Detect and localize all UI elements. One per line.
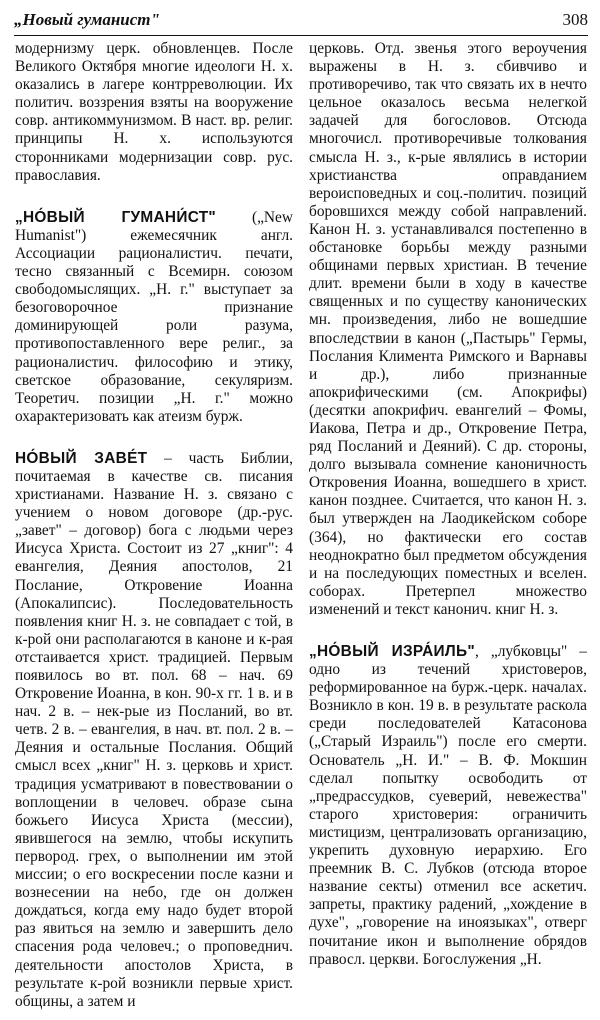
continuation-paragraph: церковь. Отд. звенья этого вероучения выражены в Н. з. сбивчиво и противоречиво, так что связать их в нечто цельное оказалось весьма нелегкой задачей для богословов. Отсюда многочисл. противоречивые толкования смысла Н. з., к-рые являлись в истории христианства оправданием вероисповедных и соц.-политич. позиций боровшихся между собой направлений. Канон Н. з. устанавливался постепенно в обстановке борьбы между разными общинами первых христиан. В течение длит. времени были в ходу в качестве священных и по существу канонических мн. произведения, либо не вошедшие впоследствии в канон („Пастырь" Гермы, Послания Климента Римского и Варнавы и др.), либо признанные апокрифическими (см. Апокрифы) (десятки апокрифич. евангелий – Фомы, Иакова, Петра и др., Откровение Петра, ряд Посланий и Деяний). С др. стороны, долго вызывала сомнение каноничность Откровения Иоанна, вошедшего в христ. канон позднее. Считается, что канон Н. з. был утвержден на Лаодикейском соборе (364), но фактически его состав неоднократно был предметом обсуждения и на последующих поместных и вселен. соборах. Претерпел множество изменений и текст канонич. книг Н. з.	[309, 40, 587, 618]
entry-text: – часть Библии, почитаемая в качестве св. писания христианами. Название Н. з. связано с учением о новом договоре (др.-рус. „завет" – договор) бога с людьми через Иисуса Христа. Состоит из 27 „книг": 4 евангелия, Деяния апостолов, 21 Послание, Откровение Иоанна (Апокалипсис). Последовательность появления книг Н. з. не совпадает с той, в к-рой они располагаются в каноне и к-рая отстаивается христ. традицией. Первым появилось во вт. пол. 68 – нач. 69 Откровение Иоанна, в кон. 90-х гг. 1 в. и в нач. 2 в. – нек-рые из Посланий, во вт. четв. 2 в. – евангелия, в нач. вт. пол. 2 в. – Деяния и остальные Послания. Общий смысл всех „книг" Н. з. церковь и христ. традиция усматривают в повествовании о воплощении в человеч. образе сына божьего Иисуса Христа (мессии), явившегося на землю, чтобы искупить первород. грех, о выполнении им этой миссии; о его воскресении после казни и вознесении на небо, где он должен дождаться, когда ему надо будет второй раз явиться на землю и завершить дело спасения рода человеч.; о проповеднич. деятельности апостолов Христа, в результате к-рой возникли первые христ. общины, а затем и	[15, 449, 293, 1010]
continuation-paragraph: модернизму церк. обновленцев. После Великого Октября многие идеологи Н. х. оказались в лагере контрреволюции. Их политич. воззрения взяты на вооружение совр. антикоммунизмом. В наст. вр. религ. принципы Н. х. используются сторонниками модернизации совр. рус. православия.	[15, 40, 293, 184]
entry-text: , „лубковцы" – одно из течений христоверов, реформированное на бурж.-церк. началах. Возникло в кон. 19 в. в результате раскола среди последователей Катасонова („Старый Израиль") после его смерти. Основатель „Н. И." – В. Ф. Мокшин сделал попытку освободить от „предрассудков, суеверий, невежества" старого христоверия: ограничить мистицизм, централизовать организацию, укрепить духовную иерархию. Его преемник В. С. Лубков (отсюда второе название секты) отменил все аскетич. запреты, практику радений, „хождение в духе", „говорение на иноязыках", отверг почитание икон и выполнение обрядов правосл. церкви. Богослужения „Н.	[309, 643, 587, 968]
page-header	[14, 10, 588, 36]
entry-text: („New Humanist") ежемесячник англ. Ассоциации рационалистич. печати, тесно связанный с Всемирн. союзом свободомыслящих. „Н. г." выступает за безоговорочное признание доминирующей роли разума, противопоставленного вере религ., за рационалистич. философию и этику, светское образование, секуляризм. Теоретич. позиции „Н. г." можно охарактеризовать как атеизм бурж.	[15, 208, 293, 425]
entry-new-humanist	[15, 209, 293, 426]
header-rule	[14, 35, 588, 36]
headword: „НО́ВЫЙ ГУМАНИ́СТ"	[15, 208, 217, 226]
entry-new-israel	[309, 643, 587, 969]
right-column	[309, 40, 587, 969]
headword: НО́ВЫЙ ЗАВЕ́Т	[15, 449, 148, 467]
entry-new-testament	[15, 450, 293, 1011]
headword: „НО́ВЫЙ ИЗРА́ИЛЬ"	[309, 643, 475, 660]
left-column	[15, 40, 293, 1011]
running-head: „Новый гуманист"	[14, 10, 160, 29]
page-number: 308	[562, 10, 588, 29]
